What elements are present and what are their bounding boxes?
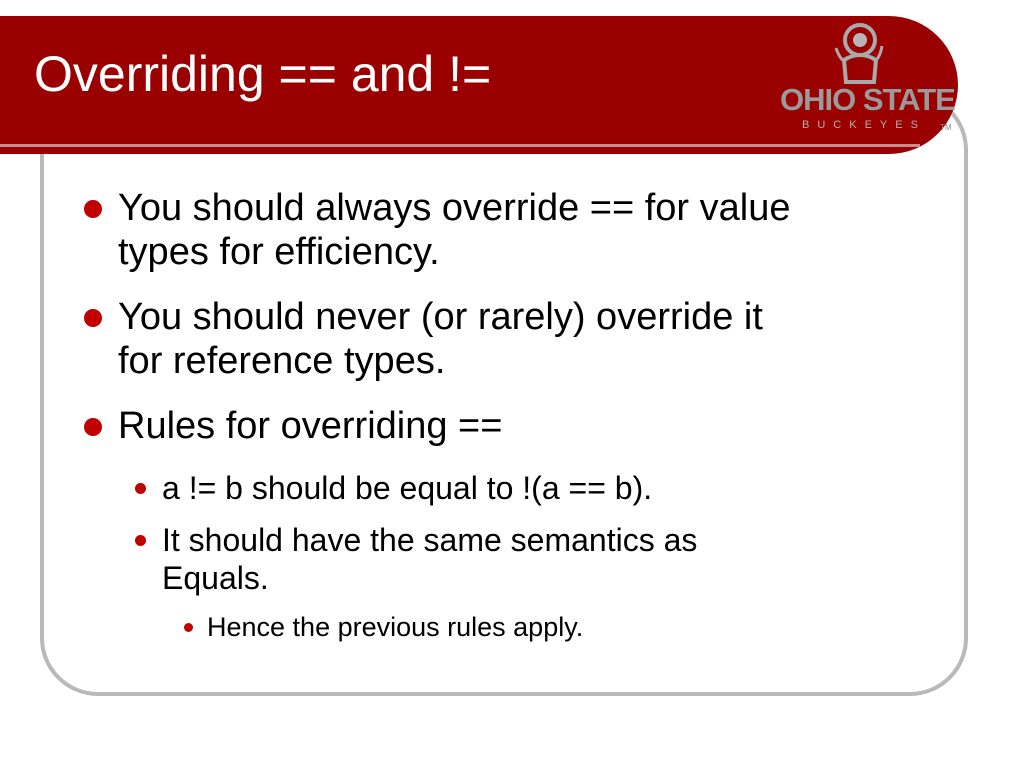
bullet-level-3	[207, 611, 583, 643]
bullet-level-1	[118, 295, 763, 383]
bullet-level-2	[162, 469, 652, 507]
bullet-text-line: for reference types.	[118, 340, 446, 382]
slide-title: Overriding == and !=	[34, 46, 492, 102]
bullet-marker-icon	[184, 623, 193, 632]
content-frame	[40, 92, 968, 696]
bullet-text-line: You should never (or rarely) override it	[118, 296, 763, 338]
bullet-level-1	[118, 404, 502, 448]
logo-wordmark: OHIO STATE	[780, 82, 955, 117]
bullet-marker-icon	[84, 309, 102, 327]
bullet-level-1	[118, 186, 790, 274]
bullet-marker-icon	[135, 483, 146, 494]
bullet-marker-icon	[84, 200, 102, 218]
logo-subtitle: BUCKEYES	[802, 119, 926, 131]
bullet-level-2	[162, 521, 697, 597]
logo-trademark: TM	[940, 123, 952, 132]
bullet-text-line: Equals.	[162, 560, 269, 596]
bullet-text-line: It should have the same semantics as	[162, 522, 698, 558]
bullet-text-line: Hence the previous rules apply.	[207, 612, 584, 642]
bullet-marker-icon	[84, 418, 102, 436]
ohio-state-logo	[780, 20, 956, 140]
banner-divider	[0, 144, 920, 147]
bullet-text-line: a != b should be equal to !(a == b).	[162, 470, 653, 506]
bullet-text-line: Rules for overriding ==	[118, 405, 503, 447]
bullet-text-line: types for efficiency.	[118, 231, 440, 273]
bullet-text-line: You should always override == for value	[118, 187, 791, 229]
brutus-buckeye-mascot-icon	[830, 20, 890, 84]
bullet-marker-icon	[135, 535, 146, 546]
